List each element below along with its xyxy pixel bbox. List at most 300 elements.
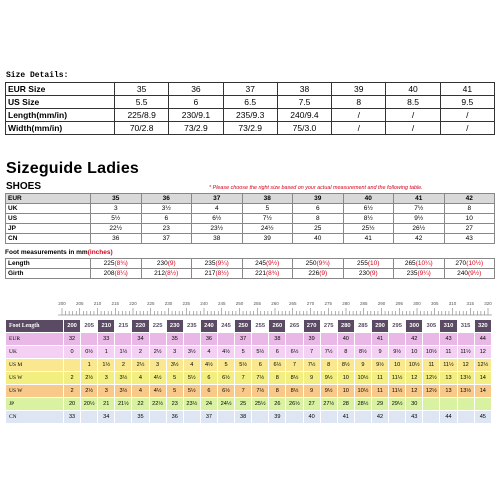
chart-cell: 6 xyxy=(200,385,217,398)
chart-row xyxy=(6,385,492,398)
table-cell: 24½ xyxy=(242,224,293,234)
table-cell: 36 xyxy=(141,194,192,204)
chart-cell: 20½ xyxy=(81,398,98,411)
ruler-label: 210 xyxy=(93,301,102,306)
table-cell xyxy=(343,269,394,279)
mm-value: 250 xyxy=(305,260,317,267)
chart-cell: 32 xyxy=(64,333,81,346)
table-cell xyxy=(141,259,192,269)
row-label: Width(mm/in) xyxy=(6,122,115,135)
table-cell: / xyxy=(440,109,494,122)
table-cell: 37 xyxy=(223,83,277,96)
chart-row xyxy=(6,333,492,346)
chart-cell: 310 xyxy=(440,320,457,333)
chart-cell xyxy=(64,359,81,372)
sizeguide-title: Sizeguide Ladies xyxy=(6,160,140,177)
chart-cell xyxy=(423,411,440,424)
table-cell: 41 xyxy=(394,194,445,204)
chart-cell: 44 xyxy=(440,411,457,424)
chart-cell: 41 xyxy=(337,411,354,424)
table-row xyxy=(6,224,495,234)
chart-cell: 40 xyxy=(303,411,320,424)
ruler-label: 230 xyxy=(164,301,173,306)
chart-cell: 7½ xyxy=(252,372,269,385)
table-row xyxy=(6,234,495,244)
ruler-label: 265 xyxy=(288,301,297,306)
table-cell xyxy=(293,259,344,269)
chart-cell: 14 xyxy=(474,385,491,398)
chart-cell: 6½ xyxy=(269,359,286,372)
chart-cell: 300 xyxy=(406,320,423,333)
chart-cell: 36 xyxy=(166,411,183,424)
chart-cell: 5½ xyxy=(183,372,200,385)
chart-cell xyxy=(354,411,371,424)
chart-cell: 34 xyxy=(132,333,149,346)
table-cell: 8.5 xyxy=(386,96,440,109)
chart-cell: 260 xyxy=(269,320,286,333)
chart-cell: 10½ xyxy=(406,359,423,372)
chart-cell: 9 xyxy=(303,372,320,385)
chart-cell: 13 xyxy=(440,372,457,385)
chart-cell: 12 xyxy=(406,385,423,398)
table-cell: 5½ xyxy=(91,214,142,224)
chart-cell xyxy=(423,333,440,346)
chart-cell: 33 xyxy=(64,411,81,424)
chart-cell: 4 xyxy=(200,346,217,359)
chart-cell: 0½ xyxy=(81,346,98,359)
table-cell: 3½ xyxy=(141,204,192,214)
chart-cell: 4 xyxy=(132,372,149,385)
table-cell: 9.5 xyxy=(440,96,494,109)
ruler-label: 270 xyxy=(306,301,315,306)
inch-value: (8¾) xyxy=(265,270,280,277)
chart-cell: 36 xyxy=(200,333,217,346)
table-cell: 40 xyxy=(386,83,440,96)
mm-value: 235 xyxy=(204,260,216,267)
chart-row xyxy=(6,398,492,411)
chart-cell: 9½ xyxy=(320,372,337,385)
chart-cell: 7 xyxy=(303,346,320,359)
table-cell: 37 xyxy=(192,194,243,204)
chart-cell: 12 xyxy=(406,372,423,385)
table-cell xyxy=(444,259,495,269)
table-cell: 25 xyxy=(293,224,344,234)
row-label: Length(mm/in) xyxy=(6,109,115,122)
chart-cell: 305 xyxy=(423,320,440,333)
mm-value: 270 xyxy=(455,260,467,267)
chart-cell: 21 xyxy=(98,398,115,411)
table-cell xyxy=(394,259,445,269)
chart-cell: 5 xyxy=(166,372,183,385)
table-cell: 9½ xyxy=(394,214,445,224)
inch-value: (8½) xyxy=(164,270,179,277)
mm-value: 225 xyxy=(103,260,115,267)
table-cell xyxy=(444,269,495,279)
table-row xyxy=(6,269,495,279)
table-cell: 230/9.1 xyxy=(169,109,223,122)
table-cell: 40 xyxy=(343,194,394,204)
chart-cell: 42 xyxy=(371,411,388,424)
table-cell xyxy=(91,259,142,269)
chart-cell: 43 xyxy=(406,411,423,424)
chart-cell: 7½ xyxy=(320,346,337,359)
chart-cell: 6½ xyxy=(286,346,303,359)
table-cell: 7½ xyxy=(242,214,293,224)
table-cell xyxy=(293,269,344,279)
chart-cell: 5 xyxy=(166,385,183,398)
chart-cell: 25½ xyxy=(252,398,269,411)
row-label: EUR Size xyxy=(6,83,115,96)
table-cell: 6½ xyxy=(192,214,243,224)
chart-row xyxy=(6,411,492,424)
table-cell: 6 xyxy=(169,96,223,109)
inch-value: (10½) xyxy=(466,260,484,267)
chart-cell: 7½ xyxy=(303,359,320,372)
chart-cell: 35 xyxy=(132,411,149,424)
chart-cell: 275 xyxy=(320,320,337,333)
chart-cell: 4½ xyxy=(217,346,234,359)
table-cell: 37 xyxy=(141,234,192,244)
chart-cell: 11½ xyxy=(457,346,474,359)
chart-cell: 5 xyxy=(217,359,234,372)
chart-cell: 9 xyxy=(354,359,371,372)
chart-cell: 2 xyxy=(115,359,132,372)
table-row xyxy=(6,109,495,122)
chart-cell: 315 xyxy=(457,320,474,333)
ruler-label: 205 xyxy=(75,301,84,306)
row-label: Foot Length xyxy=(6,320,64,333)
chart-cell: 4½ xyxy=(149,385,166,398)
chart-cell: 10½ xyxy=(354,385,371,398)
chart-cell: 20 xyxy=(64,398,81,411)
table-cell: 27 xyxy=(444,224,495,234)
chart-cell: 2½ xyxy=(132,359,149,372)
chart-cell: 2½ xyxy=(81,385,98,398)
row-label: JP xyxy=(6,398,64,411)
row-label: CN xyxy=(6,234,91,244)
ruler-label: 245 xyxy=(217,301,226,306)
chart-cell: 29½ xyxy=(389,398,406,411)
chart-cell xyxy=(149,411,166,424)
table-cell: / xyxy=(386,122,440,135)
chart-cell xyxy=(217,333,234,346)
chart-cell: 6½ xyxy=(217,372,234,385)
table-cell: 43 xyxy=(444,234,495,244)
chart-cell: 220 xyxy=(132,320,149,333)
inch-value: (8½) xyxy=(215,270,229,277)
inch-value: (10) xyxy=(367,260,380,267)
chart-cell xyxy=(252,333,269,346)
ruler-label: 275 xyxy=(324,301,333,306)
inch-value: (8¼) xyxy=(114,270,128,277)
chart-cell: 13½ xyxy=(457,385,474,398)
chart-cell xyxy=(115,411,132,424)
inch-value: (9½) xyxy=(265,260,280,267)
mm-value: 235 xyxy=(406,270,418,277)
ruler-label: 280 xyxy=(342,301,350,306)
chart-cell: 0 xyxy=(64,346,81,359)
chart-cell xyxy=(423,398,440,411)
row-label: US W xyxy=(6,372,64,385)
mm-value: 217 xyxy=(204,270,216,277)
chart-row xyxy=(6,346,492,359)
chart-cell: 38 xyxy=(235,411,252,424)
table-cell: 75/3.0 xyxy=(277,122,331,135)
chart-cell: 10 xyxy=(406,346,423,359)
table-cell xyxy=(192,269,243,279)
chart-cell: 44 xyxy=(474,333,491,346)
chart-cell: 255 xyxy=(252,320,269,333)
chart-cell: 24½ xyxy=(217,398,234,411)
table-cell: 22½ xyxy=(91,224,142,234)
table-cell: 5.5 xyxy=(115,96,169,109)
inch-value: (9¼) xyxy=(417,270,431,277)
foot-measurements-table xyxy=(5,258,495,279)
table-cell: 73/2.9 xyxy=(223,122,277,135)
chart-cell: 35 xyxy=(166,333,183,346)
ruler-label: 320 xyxy=(484,301,492,306)
table-row xyxy=(6,259,495,269)
table-row xyxy=(6,96,495,109)
table-cell: 42 xyxy=(444,194,495,204)
chart-cell: 4½ xyxy=(149,372,166,385)
table-cell xyxy=(242,269,293,279)
chart-cell xyxy=(217,411,234,424)
chart-cell: 3 xyxy=(98,372,115,385)
chart-cell: 7 xyxy=(235,385,252,398)
table-cell: 41 xyxy=(440,83,494,96)
chart-cell: 3½ xyxy=(115,372,132,385)
table-cell: 225/8.9 xyxy=(115,109,169,122)
chart-cell: 41 xyxy=(371,333,388,346)
inch-value: (10¼) xyxy=(415,260,433,267)
chart-cell xyxy=(389,411,406,424)
chart-cell: 9½ xyxy=(320,385,337,398)
mm-value: 240 xyxy=(457,270,468,277)
chart-cell: 4½ xyxy=(200,359,217,372)
chart-cell: 285 xyxy=(354,320,371,333)
ruler-label: 295 xyxy=(395,301,404,306)
chart-cell: 215 xyxy=(115,320,132,333)
chart-cell: 3 xyxy=(98,385,115,398)
table-cell: 10 xyxy=(444,214,495,224)
ruler-label: 250 xyxy=(235,301,244,306)
chart-cell: 210 xyxy=(98,320,115,333)
chart-cell: 5½ xyxy=(183,385,200,398)
chart-cell: 12½ xyxy=(423,385,440,398)
chart-cell: 2 xyxy=(64,385,81,398)
table-row xyxy=(6,122,495,135)
chart-cell: 12½ xyxy=(474,359,491,372)
row-label: US Size xyxy=(6,96,115,109)
row-label: US xyxy=(6,214,91,224)
table-row xyxy=(6,194,495,204)
size-details-table xyxy=(5,82,495,135)
chart-cell: 39 xyxy=(303,333,320,346)
ruler-label: 225 xyxy=(146,301,155,306)
chart-cell: 8 xyxy=(320,359,337,372)
row-label: EUR xyxy=(6,333,64,346)
chart-cell xyxy=(389,333,406,346)
table-cell: 8 xyxy=(444,204,495,214)
table-row xyxy=(6,83,495,96)
chart-cell: 4 xyxy=(183,359,200,372)
ruler-label: 305 xyxy=(430,301,439,306)
table-cell: / xyxy=(386,109,440,122)
mm-value: 208 xyxy=(103,270,115,277)
table-cell: 35 xyxy=(115,83,169,96)
chart-cell: 11 xyxy=(371,372,388,385)
chart-cell: 23½ xyxy=(183,398,200,411)
foot-length-ruler xyxy=(0,296,500,318)
chart-cell: 11½ xyxy=(389,372,406,385)
foot-measurements-label: Foot measurements in mm xyxy=(5,249,88,256)
chart-cell: 38 xyxy=(269,333,286,346)
chart-cell: 10 xyxy=(337,385,354,398)
row-label: UK xyxy=(6,204,91,214)
chart-cell: 5 xyxy=(235,346,252,359)
table-cell: 41 xyxy=(343,234,394,244)
table-cell: 39 xyxy=(332,83,386,96)
chart-cell: 2 xyxy=(64,372,81,385)
table-cell: 73/2.9 xyxy=(169,122,223,135)
chart-cell: 8½ xyxy=(337,359,354,372)
inch-value: (9¼) xyxy=(215,260,229,267)
chart-cell: 22½ xyxy=(149,398,166,411)
chart-cell xyxy=(440,398,457,411)
chart-cell: 13 xyxy=(440,385,457,398)
chart-cell: 11½ xyxy=(389,385,406,398)
chart-cell: 24 xyxy=(200,398,217,411)
ruler-label: 220 xyxy=(129,301,137,306)
table-cell: 38 xyxy=(242,194,293,204)
ruler-label: 300 xyxy=(413,301,421,306)
chart-cell: 28 xyxy=(337,398,354,411)
foot-measurements-heading xyxy=(5,249,113,256)
chart-cell: 43 xyxy=(440,333,457,346)
chart-cell: 33 xyxy=(98,333,115,346)
row-label: EUR xyxy=(6,194,91,204)
chart-cell: 40 xyxy=(337,333,354,346)
chart-cell: 12 xyxy=(474,346,491,359)
table-cell: 6½ xyxy=(343,204,394,214)
table-cell: 6.5 xyxy=(223,96,277,109)
chart-cell: 280 xyxy=(337,320,354,333)
size-note: * Please choose the right size based on your actual measurement and the following table. xyxy=(209,185,423,191)
ruler-label: 200 xyxy=(58,301,66,306)
chart-cell: 29 xyxy=(371,398,388,411)
conversion-chart xyxy=(5,319,492,424)
inch-value: (9¾) xyxy=(316,260,330,267)
chart-cell xyxy=(457,333,474,346)
table-cell: 4 xyxy=(192,204,243,214)
mm-value: 230 xyxy=(358,270,370,277)
row-label: UK xyxy=(6,346,64,359)
table-cell: 6 xyxy=(141,214,192,224)
chart-cell xyxy=(149,333,166,346)
table-row xyxy=(6,214,495,224)
chart-cell: 4 xyxy=(132,385,149,398)
table-cell: 70/2.8 xyxy=(115,122,169,135)
chart-cell: 9½ xyxy=(371,359,388,372)
chart-cell: 225 xyxy=(149,320,166,333)
table-cell: 6 xyxy=(293,204,344,214)
chart-cell xyxy=(457,398,474,411)
table-cell: 235/9.3 xyxy=(223,109,277,122)
table-cell: 38 xyxy=(192,234,243,244)
table-cell: 23 xyxy=(141,224,192,234)
chart-cell: 3½ xyxy=(115,385,132,398)
ruler-label: 240 xyxy=(200,301,208,306)
chart-cell: 37 xyxy=(200,411,217,424)
ruler-label: 260 xyxy=(271,301,279,306)
table-cell xyxy=(242,259,293,269)
table-cell: 35 xyxy=(91,194,142,204)
table-cell xyxy=(343,259,394,269)
chart-cell: 200 xyxy=(64,320,81,333)
chart-cell: 6 xyxy=(200,372,217,385)
chart-cell: 8 xyxy=(337,346,354,359)
mm-value: 221 xyxy=(255,270,266,277)
chart-cell: 9½ xyxy=(389,346,406,359)
row-label: US W xyxy=(6,385,64,398)
chart-cell: 3½ xyxy=(166,359,183,372)
chart-cell: 3 xyxy=(149,359,166,372)
chart-cell: 27 xyxy=(303,398,320,411)
chart-cell: 8½ xyxy=(354,346,371,359)
chart-cell xyxy=(286,411,303,424)
chart-cell xyxy=(474,398,491,411)
chart-cell: 1½ xyxy=(115,346,132,359)
table-cell: 23½ xyxy=(192,224,243,234)
table-cell: / xyxy=(440,122,494,135)
chart-cell: 11 xyxy=(371,385,388,398)
chart-cell: 30 xyxy=(406,398,423,411)
table-cell: 25½ xyxy=(343,224,394,234)
chart-cell: 5½ xyxy=(252,346,269,359)
ruler-label: 290 xyxy=(377,301,386,306)
chart-cell: 11 xyxy=(423,359,440,372)
chart-cell: 11½ xyxy=(440,359,457,372)
table-cell: 7½ xyxy=(394,204,445,214)
row-label: CN xyxy=(6,411,64,424)
chart-cell: 320 xyxy=(474,320,491,333)
chart-cell: 45 xyxy=(474,411,491,424)
table-cell: 8 xyxy=(332,96,386,109)
mm-value: 230 xyxy=(156,260,168,267)
table-cell: 240/9.4 xyxy=(277,109,331,122)
table-cell: / xyxy=(332,109,386,122)
chart-cell: 235 xyxy=(183,320,200,333)
shoes-subtitle: SHOES xyxy=(6,181,42,192)
chart-cell: 13½ xyxy=(457,372,474,385)
table-cell: / xyxy=(332,122,386,135)
chart-row-foot-length xyxy=(6,320,492,333)
foot-measurements-unit: (inches) xyxy=(87,249,113,256)
chart-cell: 9 xyxy=(303,385,320,398)
table-cell: 38 xyxy=(277,83,331,96)
inch-value: (9) xyxy=(319,270,328,277)
chart-cell xyxy=(286,333,303,346)
chart-cell: 265 xyxy=(286,320,303,333)
chart-cell: 22 xyxy=(132,398,149,411)
chart-cell xyxy=(320,333,337,346)
ruler-label: 215 xyxy=(111,301,120,306)
chart-cell xyxy=(252,411,269,424)
chart-cell: 7 xyxy=(286,359,303,372)
chart-cell: 7 xyxy=(235,372,252,385)
chart-cell: 270 xyxy=(303,320,320,333)
